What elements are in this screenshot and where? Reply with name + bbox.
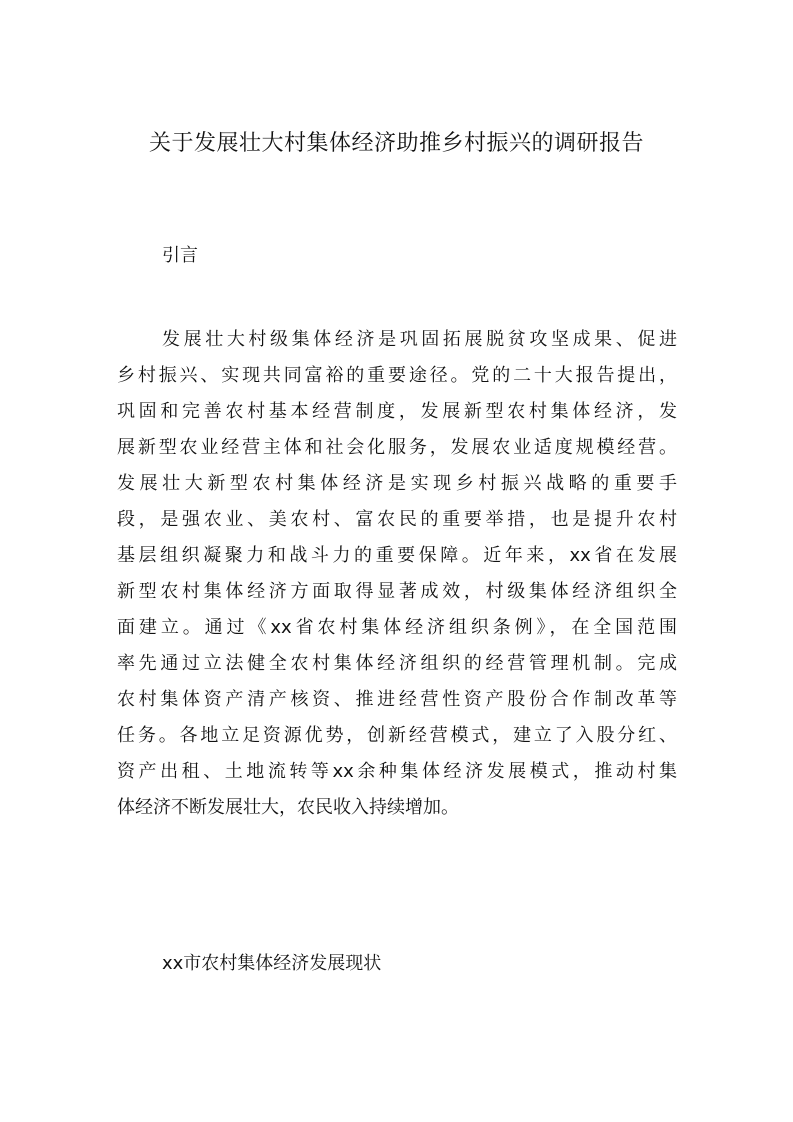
paragraph-line: 段，是强农业、美农村、富农民的重要举措，也是提升农村 [117, 509, 677, 530]
paragraph-line: 率先通过立法健全农村集体经济组织的经营管理机制。完成 [117, 653, 677, 674]
paragraph-line: 展新型农业经营主体和社会化服务，发展农业适度规模经营。 [117, 437, 677, 458]
paragraph-line: 基层组织凝聚力和战斗力的重要保障。近年来，xx省在发展 [117, 545, 677, 566]
document-title: 关于发展壮大村集体经济助推乡村振兴的调研报告 [148, 131, 644, 156]
paragraph-line: 任务。各地立足资源优势，创新经营模式，建立了入股分红、 [117, 725, 677, 746]
paragraph-line: 体经济不断发展壮大，农民收入持续增加。 [117, 797, 459, 818]
paragraph-line: 乡村振兴、实现共同富裕的重要途径。党的二十大报告提出， [117, 365, 677, 386]
paragraph-line: 巩固和完善农村基本经营制度，发展新型农村集体经济，发 [117, 401, 677, 422]
paragraph-line: 面建立。通过《xx省农村集体经济组织条例》，在全国范围 [117, 617, 677, 638]
paragraph-line: 新型农村集体经济方面取得显著成效，村级集体经济组织全 [117, 581, 677, 602]
paragraph-line: 资产出租、土地流转等xx余种集体经济发展模式，推动村集 [117, 761, 677, 782]
paragraph-line: 农村集体资产清产核资、推进经营性资产股份合作制改革等 [117, 689, 677, 710]
intro-paragraph [117, 322, 677, 826]
paragraph-line: 发展壮大村级集体经济是巩固拓展脱贫攻坚成果、促进 [162, 329, 677, 350]
paragraph-line: 发展壮大新型农村集体经济是实现乡村振兴战略的重要手 [117, 473, 677, 494]
section-heading-intro: 引言 [162, 245, 198, 266]
section-heading-status: xx市农村集体经济发展现状 [162, 953, 382, 974]
